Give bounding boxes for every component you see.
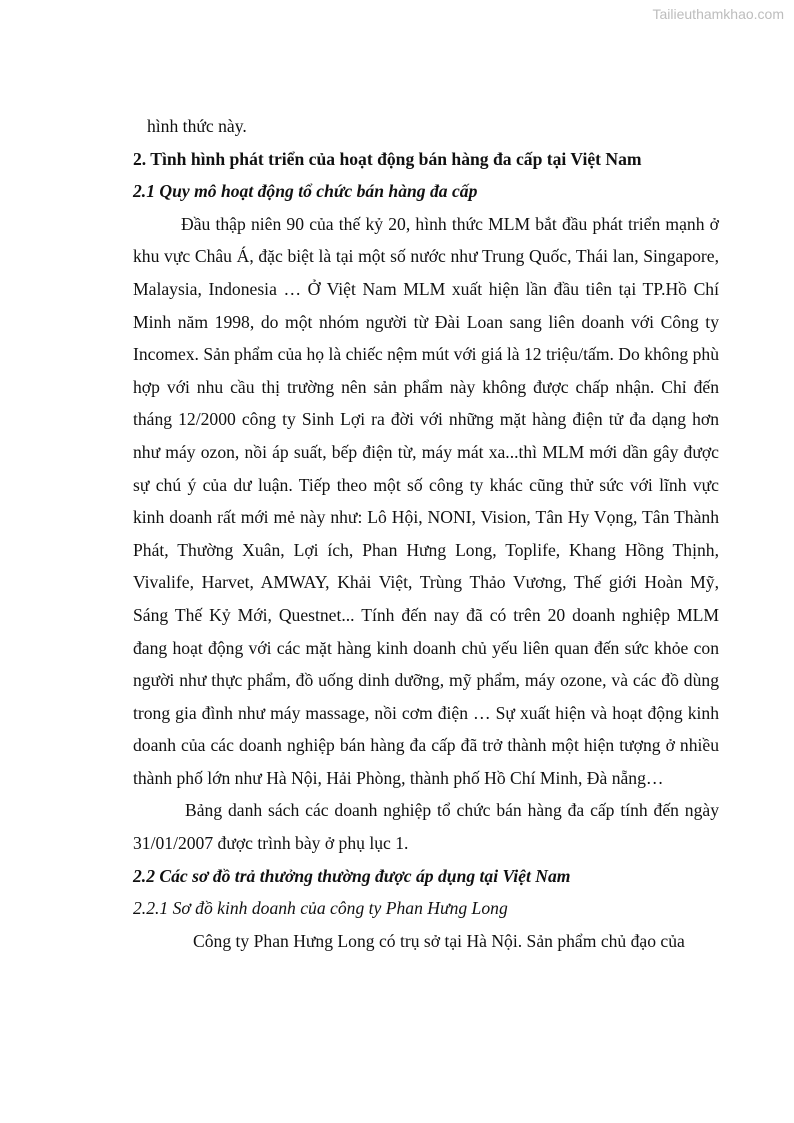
watermark: Tailieuthamkhao.com	[652, 6, 784, 22]
section-2-2-1-heading: 2.2.1 Sơ đồ kinh doanh của công ty Phan Hưng Long	[133, 898, 508, 919]
document-page	[133, 110, 719, 957]
section-2-2-heading: 2.2 Các sơ đồ trả thưởng thường được áp dụng tại Việt Nam	[133, 865, 571, 886]
paragraph-2: Bảng danh sách các doanh nghiệp tổ chức bán hàng đa cấp tính đến ngày 31/01/2007 được trình bày ở phụ lục 1.	[133, 800, 719, 854]
paragraph-3: Công ty Phan Hưng Long có trụ sở tại Hà Nội. Sản phẩm chủ đạo của	[193, 930, 685, 951]
section-2-heading: 2. Tình hình phát triển của hoạt động bán hàng đa cấp tại Việt Nam	[133, 148, 642, 169]
continuation-text: hình thức này.	[147, 116, 247, 136]
paragraph-1: Đầu thập niên 90 của thế kỷ 20, hình thức MLM bắt đầu phát triển mạnh ở khu vực Châu Á, đặc biệt là tại một số nước như Trung Quốc, Thái lan, Singapore, Malaysia, Indonesia … Ở Việt Nam MLM xuất hiện lần đầu tiên tại TP.Hồ Chí Minh năm 1998, do một nhóm người từ Đài Loan sang liên doanh với Công ty Incomex. Sản phẩm của họ là chiếc nệm mút với giá là 12 triệu/tấm. Do không phù hợp với nhu cầu thị trường nên sản phẩm này không được chấp nhận. Chỉ đến tháng 12/2000 công ty Sinh Lợi ra đời với những mặt hàng điện tử đa dạng hơn như máy ozon, nồi áp suất, bếp điện từ, máy mát xa...thì MLM mới dần gây được sự chú ý của dư luận. Tiếp theo một số công ty khác cũng thử sức với lĩnh vực kinh doanh rất mới mẻ này như: Lô Hội, NONI, Vision, Tân Hy Vọng, Tân Thành Phát, Thường Xuân, Lợi ích, Phan Hưng Long, Toplife, Khang Hồng Thịnh, Vivalife, Harvet, AMWAY, Khải Việt, Trùng Thảo Vương, Thế giới Hoàn Mỹ, Sáng Thế Kỷ Mới, Questnet... Tính đến nay đã có trên 20 doanh nghiệp MLM đang hoạt động với các mặt hàng kinh doanh chủ yếu liên quan đến sức khỏe con người như thực phẩm, đồ uống dinh dưỡng, mỹ phẩm, máy ozone, và các đồ dùng trong gia đình như máy massage, nồi cơm điện … Sự xuất hiện và hoạt động kinh doanh của các doanh nghiệp bán hàng đa cấp đã trở thành một hiện tượng ở nhiều thành phố lớn như Hà Nội, Hải Phòng, thành phố Hồ Chí Minh, Đà nẵng…	[133, 213, 719, 788]
section-2-1-heading: 2.1 Quy mô hoạt động tổ chức bán hàng đa cấp	[133, 181, 478, 202]
